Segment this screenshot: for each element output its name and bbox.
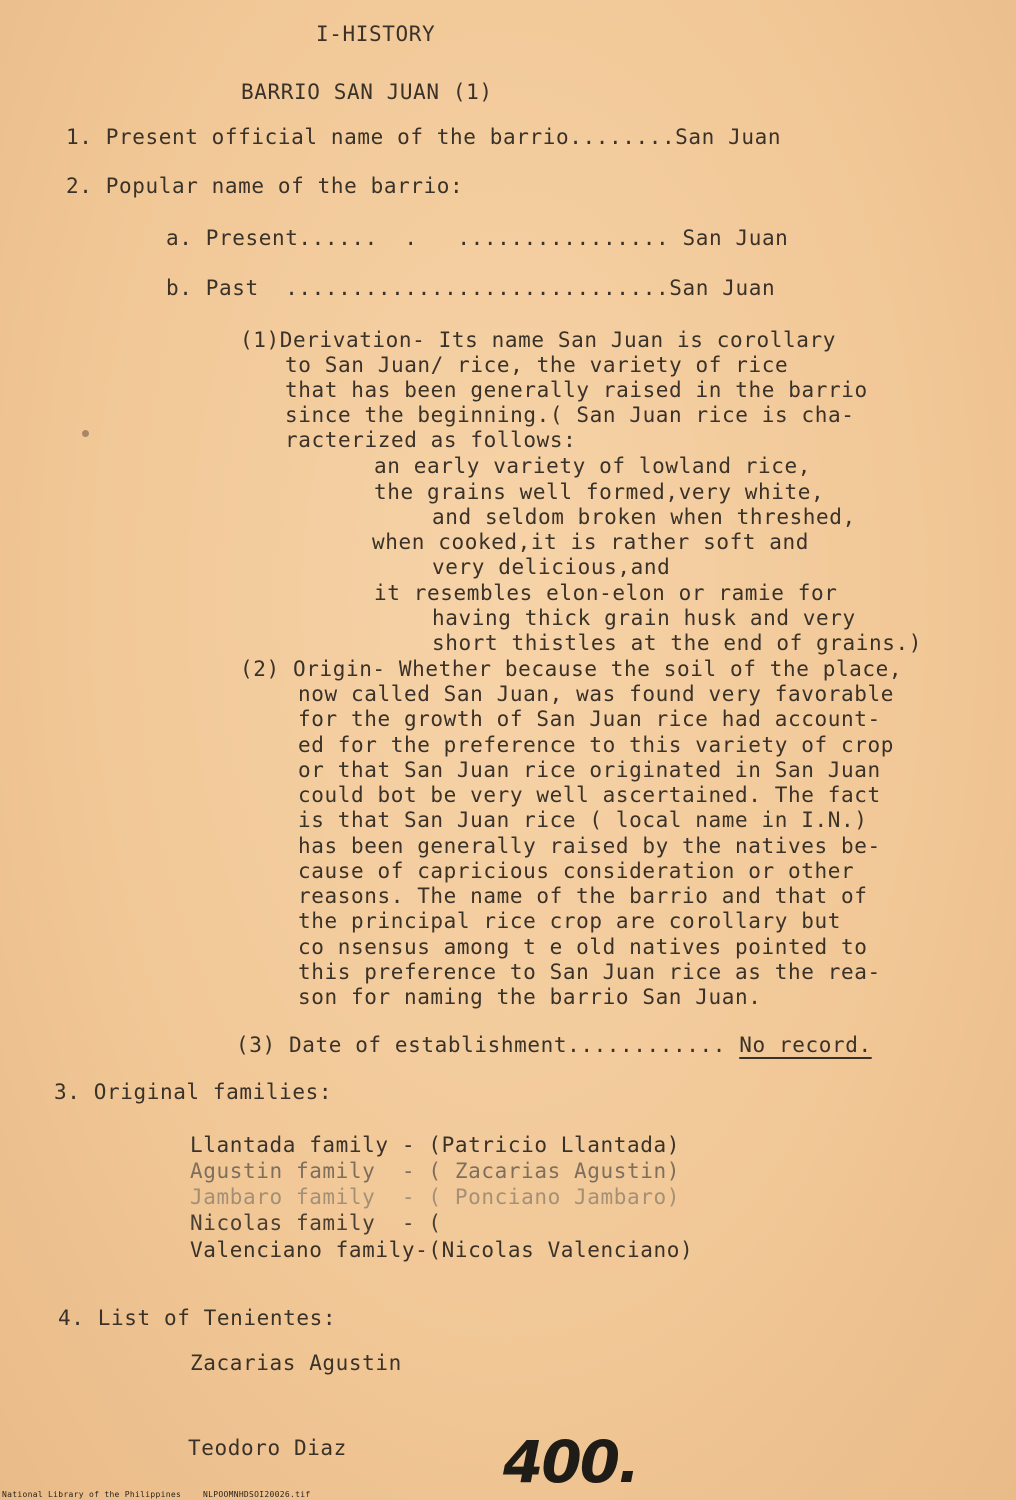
family-entry: Valenciano family-(Nicolas Valenciano) xyxy=(190,1238,694,1262)
derivation-line: since the beginning.( San Juan rice is cha- xyxy=(285,403,855,427)
origin-line: co nsensus among t e old natives pointed to xyxy=(298,935,868,959)
origin-line: (2) Origin- Whether because the soil of the place, xyxy=(240,657,903,681)
date-of-establishment xyxy=(236,1033,872,1058)
origin-line: the principal rice crop are corollary but xyxy=(298,909,841,933)
derivation-line: racterized as follows: xyxy=(285,428,577,452)
derivation-line: and seldom broken when threshed, xyxy=(432,505,856,529)
item-popular-name: 2. Popular name of the barrio: xyxy=(66,174,464,198)
derivation-line: very delicious,and xyxy=(432,555,671,579)
derivation-line: to San Juan/ rice, the variety of rice xyxy=(285,353,789,377)
origin-line: now called San Juan, was found very favorable xyxy=(298,682,894,706)
teniente-name: Teodoro Diaz xyxy=(188,1436,347,1460)
family-entry: Llantada family - (Patricio Llantada) xyxy=(190,1133,680,1157)
origin-line: reasons. The name of the barrio and that of xyxy=(298,884,868,908)
origin-line: son for naming the barrio San Juan. xyxy=(298,985,762,1009)
family-entry: Jambaro family - ( Ponciano Jambaro) xyxy=(190,1185,680,1209)
derivation-line: that has been generally raised in the barrio xyxy=(285,378,868,402)
derivation-line: having thick grain husk and very xyxy=(432,606,856,630)
date-label: (3) Date of establishment............ xyxy=(236,1033,740,1057)
item-tenientes: 4. List of Tenientes: xyxy=(58,1306,337,1330)
barrio-title: BARRIO SAN JUAN (1) xyxy=(241,80,493,104)
origin-line: for the growth of San Juan rice had account- xyxy=(298,707,881,731)
ink-spot xyxy=(82,430,89,437)
date-value: No record. xyxy=(739,1033,872,1057)
item-popular-past: b. Past .............................San Juan xyxy=(166,276,776,300)
footer-filename: NLPOOMNHDSOI20026.tif xyxy=(203,1490,311,1499)
derivation-line: the grains well formed,very white, xyxy=(374,480,825,504)
origin-line: or that San Juan rice originated in San Juan xyxy=(298,758,881,782)
origin-line: ed for the preference to this variety of crop xyxy=(298,733,894,757)
origin-line: is that San Juan rice ( local name in I.N.) xyxy=(298,808,868,832)
origin-line: could bot be very well ascertained. The fact xyxy=(298,783,881,807)
teniente-name: Zacarias Agustin xyxy=(190,1351,402,1375)
origin-line: this preference to San Juan rice as the rea- xyxy=(298,960,881,984)
page-number-stamp: 400. xyxy=(503,1428,639,1496)
section-heading: I-HISTORY xyxy=(316,22,436,46)
derivation-line: when cooked,it is rather soft and xyxy=(372,530,810,554)
item-original-families: 3. Original families: xyxy=(54,1080,333,1104)
origin-line: cause of capricious consideration or other xyxy=(298,859,855,883)
item-official-name: 1. Present official name of the barrio........San Juan xyxy=(66,125,782,149)
footer-library: National Library of the Philippines xyxy=(2,1490,182,1499)
item-popular-present: a. Present...... . ................ San Juan xyxy=(166,226,789,250)
origin-line: has been generally raised by the natives be- xyxy=(298,834,881,858)
derivation-line: short thistles at the end of grains.) xyxy=(432,631,922,655)
derivation-line: (1)Derivation- Its name San Juan is corollary xyxy=(240,328,836,352)
family-entry-struck: Nicolas family - ( xyxy=(190,1211,442,1235)
family-entry: Agustin family - ( Zacarias Agustin) xyxy=(190,1159,680,1183)
derivation-line: it resembles elon-elon or ramie for xyxy=(374,581,838,605)
derivation-line: an early variety of lowland rice, xyxy=(374,454,812,478)
